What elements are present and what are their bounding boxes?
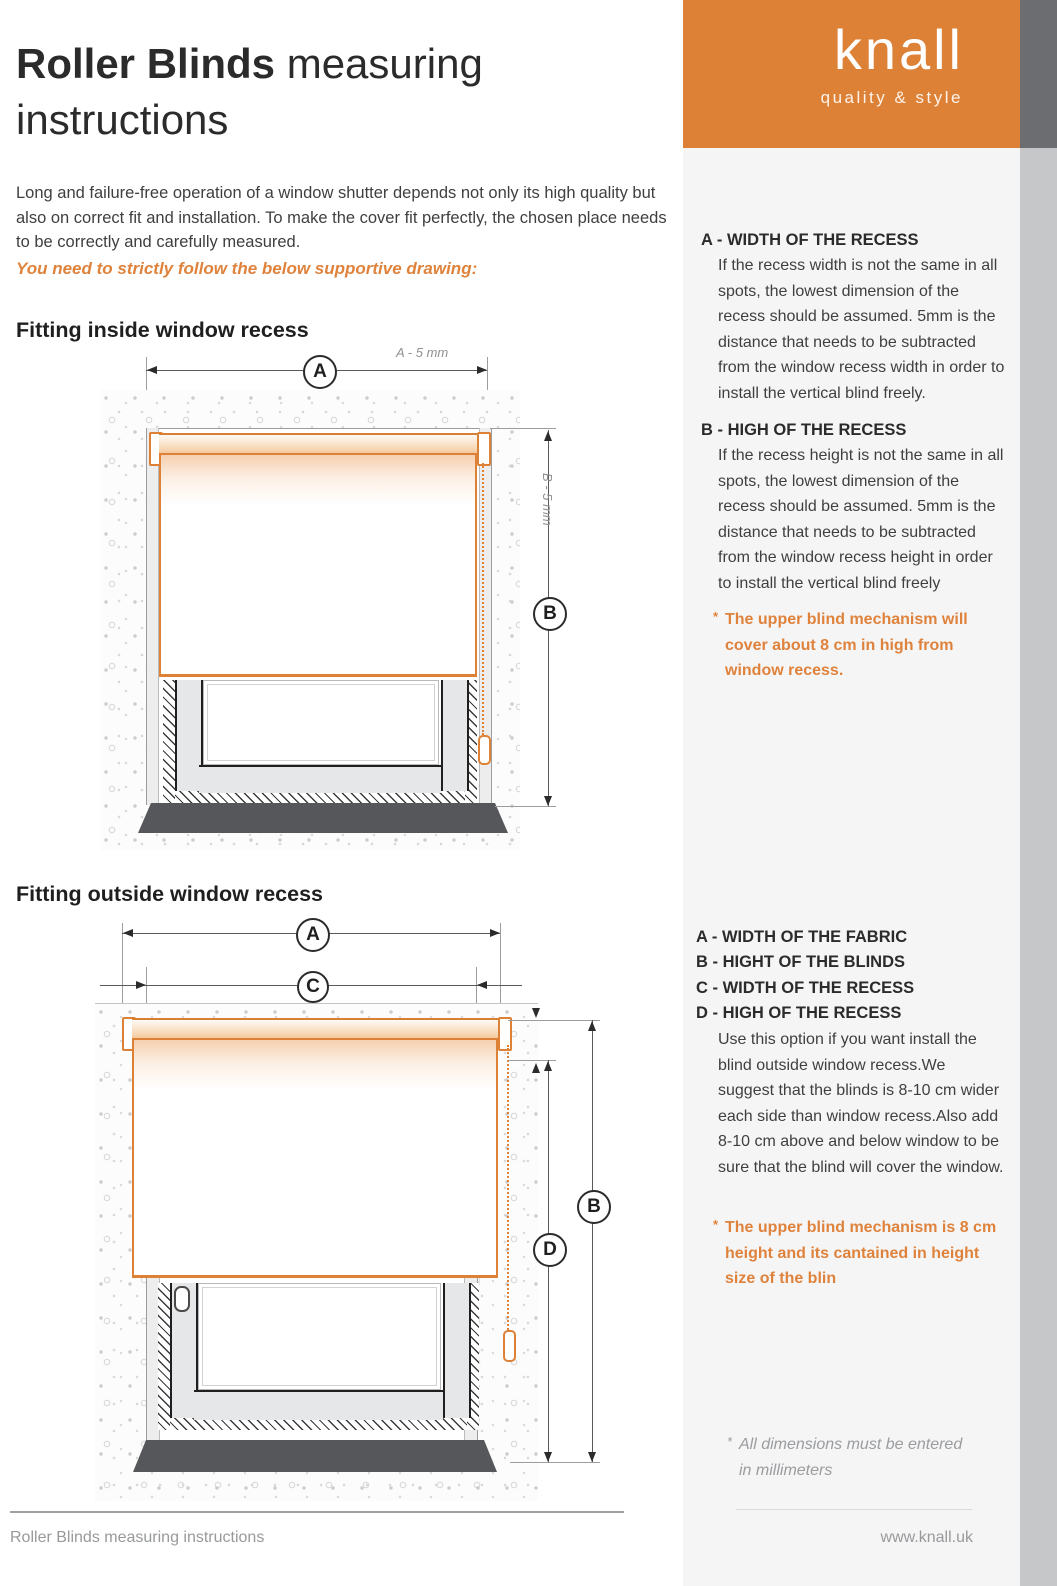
panel1-b-heading: B - HIGH OF THE RECESS [701,421,907,439]
window-hatch-left [163,680,175,803]
panel2-item-a: A - WIDTH OF THE FABRIC [696,928,908,946]
footer-document-title: Roller Blinds measuring instructions [10,1529,265,1546]
window-frame-right [441,680,469,791]
blind-roller-tube [159,433,477,455]
arrowhead-icon [544,431,552,441]
brand-logo-text: knall [833,18,964,81]
arrowhead-icon [544,1061,552,1071]
dimension-bubble-a: A [303,355,337,389]
blind-chain-pull [478,735,491,765]
panel2-note-text: The upper blind mechanism is 8 cm height and its cantained in height size of the blin [725,1219,997,1287]
arrowhead-icon [477,366,487,374]
window-glass [203,680,439,765]
footer-divider-right [736,1509,972,1510]
page-title [16,36,496,148]
footnote-text: All dimensions must be entered in millimeters [739,1436,963,1479]
extension-line [508,1020,600,1021]
drawing-outside-recess [80,905,620,1505]
brand-logo-tagline: quality & style [820,88,963,107]
dimension-bubble-b: B [533,597,567,631]
dimension-bubble-c: C [297,971,329,1003]
panel1-note [713,607,1007,684]
recess-jamb-left [146,428,159,805]
arrowhead-icon [477,981,487,989]
blind-fabric [132,1040,498,1278]
dimension-label-b: B - 5 mm [540,473,555,526]
window-handle [174,1286,190,1312]
window-glass [198,1283,441,1390]
panel1-a-heading: A - WIDTH OF THE RECESS [701,231,919,249]
dimension-label-a: A - 5 mm [396,345,449,360]
arrowhead-icon [123,929,133,937]
footer-website-url: www.knall.uk [880,1529,973,1546]
heading-inside-recess: Fitting inside window recess [16,318,309,342]
sidebar-strip [1020,148,1057,1586]
panel2-item-c: C - WIDTH OF THE RECESS [696,979,915,997]
blind-fabric [159,455,477,677]
brand-logo-box [683,0,1020,148]
panel2-note [713,1215,1007,1292]
footnote-mark: * [727,1434,733,1449]
arrowhead-icon [544,1452,552,1462]
intro-paragraph: Long and failure-free operation of a window shutter depends not only its high quality but also on correct fit and installation. To make the cover fit perfectly, the chosen place needs to be correctly and carefully measured. [16,184,667,251]
extension-line [490,428,556,429]
window-sill [133,1440,497,1472]
arrowhead-icon [490,929,500,937]
arrowhead-icon [544,796,552,806]
panel1-note-mark: * [713,609,719,624]
dimension-bubble-b: B [577,1190,611,1224]
window-frame-bottom [194,1390,443,1420]
dimension-line-b [592,1020,593,1462]
blind-bracket-right [498,1017,512,1051]
arrowhead-icon [136,981,146,989]
panel2-note-mark: * [713,1217,719,1232]
panel1-b-body: If the recess height is not the same in all spots, the lowest dimension of the recess should be assumed. 5mm is the distance that needs to be subtracted from the window recess height in order to install the vertical blind freely [718,447,1004,592]
window-section [163,680,477,803]
dimensions-footnote [727,1432,979,1484]
window-hatch-left [158,1283,170,1430]
dimension-bubble-d: D [533,1233,567,1267]
extension-line [487,357,488,390]
panel1-note-text: The upper blind mechanism will cover about 8 cm in high from window recess. [725,611,968,679]
window-frame-right [443,1283,471,1418]
heading-outside-recess: Fitting outside window recess [16,882,324,906]
arrowhead-icon [588,1452,596,1462]
arrowhead-icon [588,1021,596,1031]
window-sill [138,803,508,833]
blind-chain [507,1045,509,1330]
footer-divider-left [10,1511,624,1513]
blind-chain-pull [503,1330,516,1362]
arrowhead-icon [532,1008,540,1018]
window-section [158,1283,479,1430]
blind-roller-tube [132,1018,498,1040]
page-title-strong: Roller Blinds [16,40,276,87]
sidebar-strip-top [1020,0,1057,148]
extension-line [495,806,556,807]
drawing-inside-recess [95,345,565,853]
extension-line [510,1462,600,1463]
arrowhead-icon [147,366,157,374]
panel2-item-b: B - HIGHT OF THE BLINDS [696,953,905,971]
dimension-bubble-a: A [296,918,330,952]
panel2-body: Use this option if you want install the blind outside window recess.We suggest that the blinds is 8-10 cm wider each side than window recess.Also add 8-10 cm above and below window to be sure that the blind will cover the window. [718,1031,1004,1176]
page-title-normal: measuring instructions [16,40,483,143]
blind-chain [482,463,484,735]
arrowhead-icon [532,1063,540,1073]
panel2-item-d: D - HIGH OF THE RECESS [696,1004,902,1022]
blind-bracket-right [477,432,491,466]
intro-emphasis: You need to strictly follow the below supportive drawing: [16,259,478,278]
panel1-a-body: If the recess width is not the same in all spots, the lowest dimension of the recess should be assumed. 5mm is the distance that needs to be subtracted from the window recess width in order to install the vertical blind freely. [718,257,1005,402]
window-frame-bottom [199,765,441,793]
